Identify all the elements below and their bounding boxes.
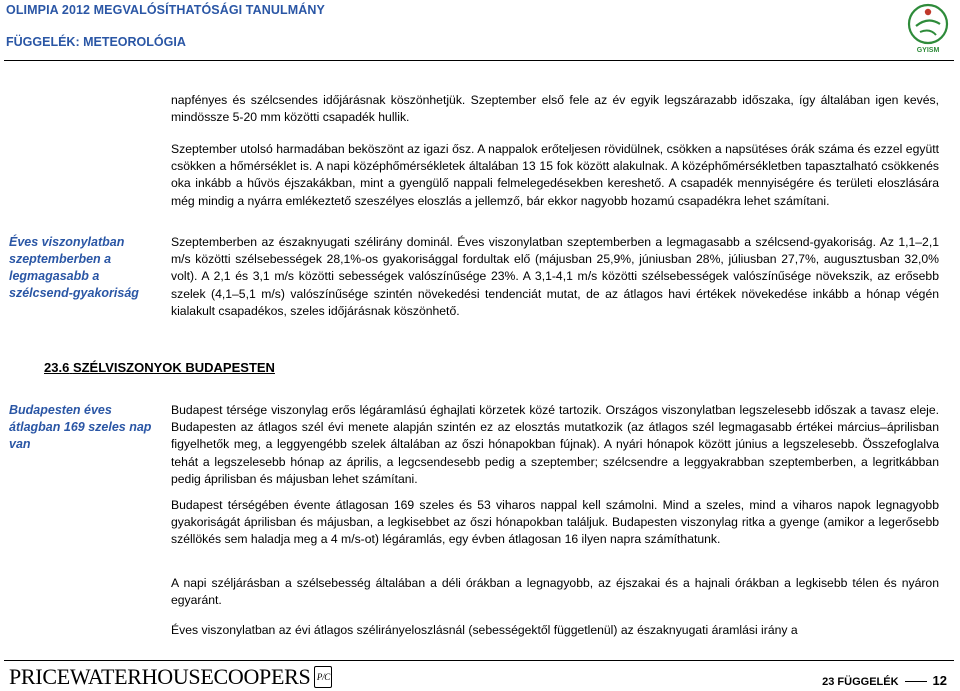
document-title: OLIMPIA 2012 MEGVALÓSÍTHATÓSÁGI TANULMÁNY [6,3,325,17]
side-note-windy-days: Budapesten éves átlagban 169 szeles nap van [9,403,152,451]
september-paragraph: Szeptember utolsó harmadában beköszönt az igazi ősz. A nappalok erőteljesen rövidülnek, csökken a napsütéses órák száma és ezzel együtt csökken a hőmérséklet is. A napi középhőmérsékletek általában 13 15 fok között alakulnak. A középhőmérsékletben tapasztalható csökkenés oka inkább a hűvös éjszakákban, mint a gyengülő nappali felmelegedésekben kereshető. A csapadék mennyiségére és területi eloszlására még mindig a nyárra emlékeztető szeszélyes eloszlás a jellemző, bár ekkor nagyobb hozamú csapadékra lehet számítani. [171,142,939,208]
wind-paragraph: Szeptemberben az északnyugati szélirány dominál. Éves viszonylatban szeptemberben a legmagasabb a szélcsend-gyakoriság. Az 1,1–2,1 m/s közötti szélsebességek 28,1%-os gyakorisággal fordultak elő (májusban 25,9%, júniusban 28%, júliusban 27,7%, augusztusban 32,0% volt). A 2,1 és 3,1 m/s közötti sebességek valószínűsége 23%. A 3,1-4,1 m/s közötti szélsebességek valószínűsége növekszik, az erősebb szelek (4,1–5,1 m/s) valószínűsége szintén növekedési tendenciát mutat, de az átlagos havi értékek növekedése inkább a hónap végén kialakult csapadékos, szeles időjárásnak köszönhető. [171,235,939,318]
page-footer [822,673,947,688]
page-number: 12 [932,673,947,688]
side-note-calm-frequency: Éves viszonylatban szeptemberben a legmagasabb a szélcsend-gyakoriság [9,235,139,300]
section-heading [44,360,275,375]
footer-divider [4,660,954,661]
svg-text:GYISM: GYISM [916,47,940,54]
appendix-label: 23 FÜGGELÉK [822,676,899,688]
intro-paragraph: napfényes és szélcsendes időjárásnak köszönhetjük. Szeptember első fele az év egyik legszárazabb időszaka, így általában igen kevés, mindössze 5-20 mm közötti csapadék hullik. [171,93,939,125]
header-divider [4,60,954,61]
footer-dash [905,681,927,682]
gyism-logo [900,2,956,58]
budapest-paragraph-2: Budapest térségében évente átlagosan 169 szeles és 53 viharos nappal kell számolni. Mind a szeles, mind a viharos napok legnagyobb gyakoriságát áprilisban és májusban, a legkisebbet az őszi hónapokban találjuk. Budapesten viszonylag ritka a gyenge (amikor a legerősebb széllökés sem haladja meg a 4 m/s-ot) légáramlás, egy évben átlagosan 16 ilyen napra számíthatunk. [171,498,939,547]
budapest-paragraph-4: Éves viszonylatban az évi átlagos szélirányeloszlásnál (sebességektől függetlenül) az északnyugati áramlási irány a [171,623,798,637]
company-name: PRICEWATERHOUSECOOPERS [9,664,311,689]
budapest-paragraph-1: Budapest térsége viszonylag erős légáramlású éghajlati körzetek közé tartozik. Országos viszonylatban legszelesebb időszak a tavasz eleje. Budapesten az átlagos szél évi menete alapján szintén ez az elosztás mutatkozik (az átlagos szél legmagasabb értékei március–áprilisban figyelhetők meg, a leggyengébb szelek általában az őszi hónapokban fújnak). A nyári hónapok között június a legszelesebb. Összefoglalva tehát a legszelesebb hónap az április, a legcsendesebb pedig a szeptember; szélcsendre a leggyakrabban szeptemberben, a legritkábban pedig áprilisban és májusban lehet számítani. [171,403,939,486]
section-number: 23.6 [44,360,70,375]
appendix-title: FÜGGELÉK: METEOROLÓGIA [6,35,186,49]
budapest-paragraph-3: A napi széljárásban a szélsebesség általában a déli órákban a legnagyobb, az éjszakai és a hajnali órákban a legkisebb télen és nyáron egyaránt. [171,576,939,608]
section-title: SZÉLVISZONYOK BUDAPESTEN [72,360,275,375]
pwc-emblem-icon: P/C [314,666,332,688]
pwc-logo [9,664,332,690]
